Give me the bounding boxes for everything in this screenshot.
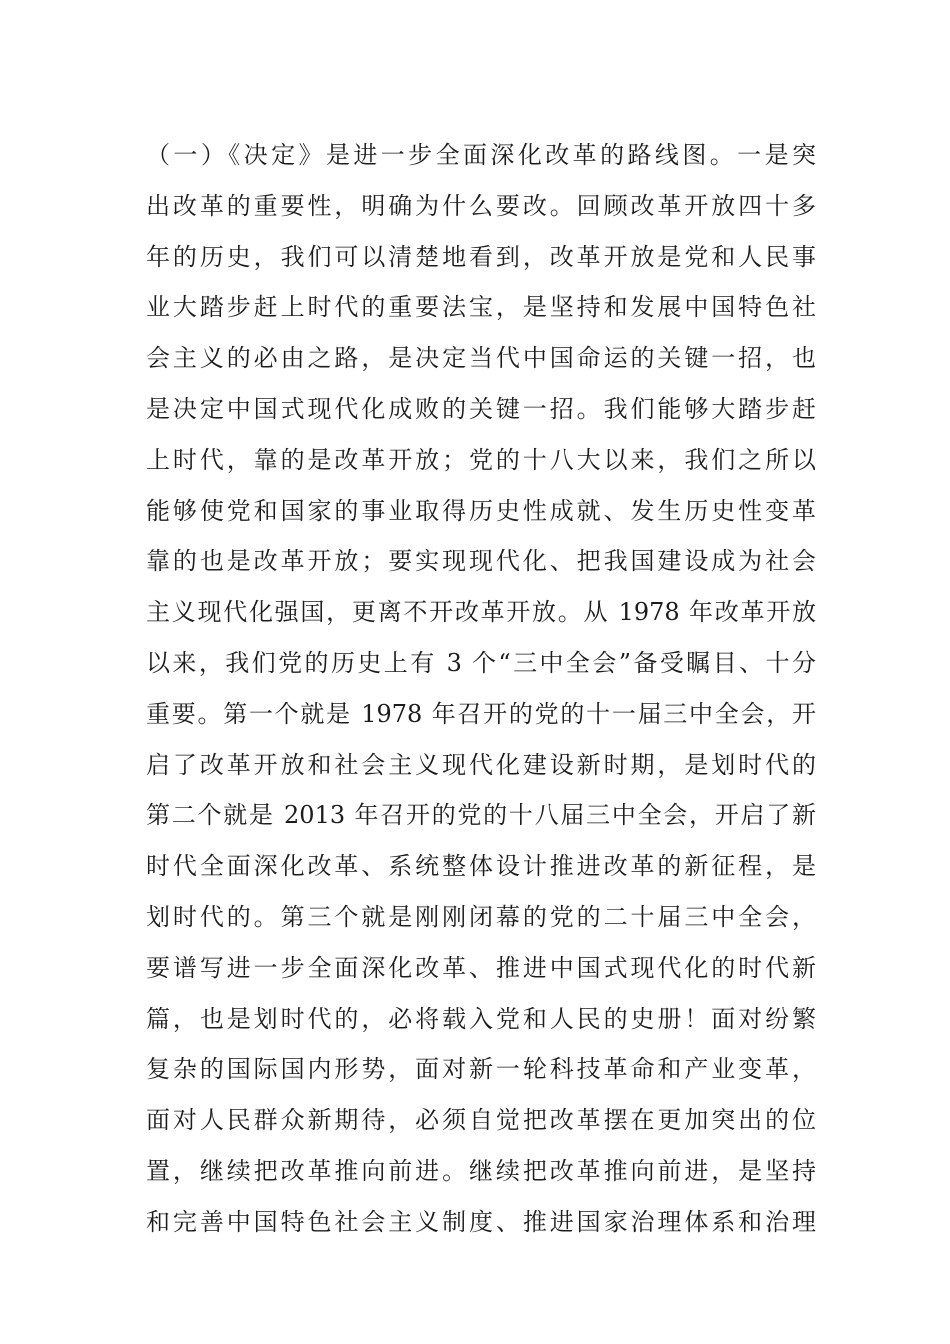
text-line: 业大踏步赶上时代的重要法宝，是坚持和发展中国特色社 (146, 293, 816, 322)
text-line: 第二个就是 2013 年召开的党的十八届三中全会，开启了新 (146, 801, 816, 830)
text-line: （一）《决定》是进一步全面深化改革的路线图。一是突 (146, 141, 816, 169)
text-line: 时代全面深化改革、系统整体设计推进改革的新征程，是 (146, 852, 816, 881)
text-line: 能够使党和国家的事业取得历史性成就、发生历史性变革 (146, 496, 816, 525)
text-line: 主义现代化强国，更离不开改革开放。从 1978 年改革开放 (146, 598, 816, 627)
text-line: 篇，也是划时代的，必将载入党和人民的史册！面对纷繁 (146, 1004, 816, 1033)
text-line: 是决定中国式现代化成败的关键一招。我们能够大踏步赶 (146, 394, 816, 423)
text-line: 复杂的国际国内形势，面对新一轮科技革命和产业变革， (146, 1055, 816, 1084)
text-line: 以来，我们党的历史上有 3 个“三中全会”备受瞩目、十分 (146, 648, 816, 677)
text-line: 重要。第一个就是 1978 年召开的党的十一届三中全会，开 (146, 699, 816, 728)
text-line: 会主义的必由之路，是决定当代中国命运的关键一招，也 (146, 344, 816, 373)
text-line: 年的历史，我们可以清楚地看到，改革开放是党和人民事 (146, 242, 816, 271)
text-line: 出改革的重要性，明确为什么要改。回顾改革开放四十多 (146, 191, 816, 220)
text-line: 划时代的。第三个就是刚刚闭幕的党的二十届三中全会， (146, 902, 816, 931)
text-line: 靠的也是改革开放；要实现现代化、把我国建设成为社会 (146, 547, 816, 576)
text-line: 要谱写进一步全面深化改革、推进中国式现代化的时代新 (146, 953, 816, 982)
text-line: 置，继续把改革推向前进。继续把改革推向前进，是坚持 (146, 1156, 816, 1185)
text-line: 和完善中国特色社会主义制度、推进国家治理体系和治理 (146, 1207, 816, 1236)
body-paragraph (146, 130, 816, 1248)
text-line: 面对人民群众新期待，必须自觉把改革摆在更加突出的位 (146, 1106, 816, 1135)
text-line: 启了改革开放和社会主义现代化建设新时期，是划时代的 (146, 750, 816, 779)
text-line: 上时代，靠的是改革开放；党的十八大以来，我们之所以 (146, 445, 816, 474)
